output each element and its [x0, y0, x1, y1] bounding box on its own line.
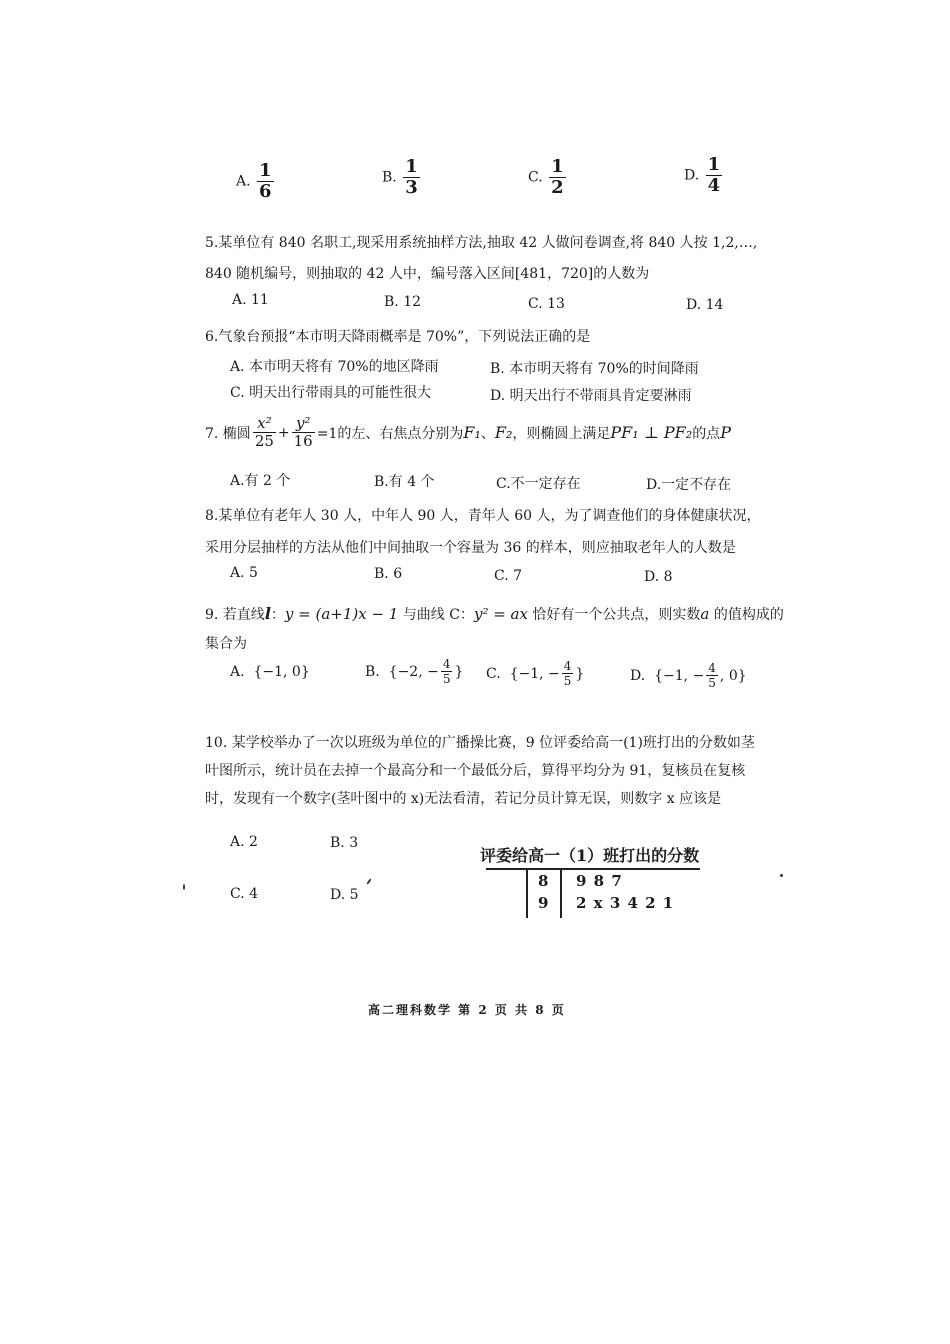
q10-stem-line2: 叶图所示，统计员在去掉一个最高分和一个最低分后，算得平均分为 91，复核员在复核 [205, 763, 746, 779]
q10-option-d: D. 5 [330, 887, 359, 903]
q8-option-c: C. 7 [494, 568, 523, 584]
q10-option-c: C. 4 [230, 886, 259, 902]
stem-leaf-title: 评委给高一（1）班打出的分数 [480, 846, 700, 865]
fraction: $\frac{\text{y²}}{16}$ [293, 414, 313, 450]
stem-8: 8 [538, 872, 549, 890]
scan-speck [183, 884, 185, 890]
q10-option-a: A. 2 [230, 834, 258, 850]
fraction: $\frac{4}{5}$ [442, 657, 451, 686]
q5-option-d: D. 14 [686, 297, 724, 313]
q6-option-d: D. 明天出行不带雨具肯定要淋雨 [490, 388, 692, 404]
q4-option-b: B. $\frac{1}{3}$ [382, 156, 418, 198]
q9-option-c: C. {−1, − $\frac{4}{5}$ } [486, 659, 585, 688]
q6-option-a: A. 本市明天将有 70%的地区降雨 [230, 359, 439, 375]
scan-speck [780, 874, 783, 877]
q8-option-a: A. 5 [230, 565, 258, 581]
stem-9: 9 [538, 894, 549, 912]
q8-option-b: B. 6 [374, 566, 403, 582]
fraction: $\frac{1}{6}$ [259, 160, 272, 202]
scan-speck [366, 878, 372, 885]
page-footer: 高二理科数学 第 2 页 共 8 页 [368, 1003, 566, 1017]
q4-option-c: C. $\frac{1}{2}$ [528, 156, 564, 198]
table-stem-divider [560, 868, 562, 918]
q7-option-d: D.一定不存在 [646, 477, 732, 493]
q4-option-a: A. $\frac{1}{6}$ [236, 160, 272, 202]
q7-option-c: C.不一定存在 [496, 476, 581, 492]
q8-stem-line2: 采用分层抽样的方法从他们中间抽取一个容量为 36 的样本，则应抽取老年人的人数是 [205, 540, 736, 556]
q8-option-d: D. 8 [644, 569, 673, 585]
q9-stem-line2: 集合为 [205, 636, 247, 652]
q6-option-b: B. 本市明天将有 70%的时间降雨 [490, 361, 699, 377]
q7-option-b: B.有 4 个 [374, 474, 435, 490]
fraction: $\frac{4}{5}$ [708, 661, 716, 690]
q9-option-b: B. {−2, − $\frac{4}{5}$ } [365, 657, 464, 686]
q9-option-a: A. {−1, 0} [230, 664, 310, 680]
q6-stem: 6.气象台预报“本市明天降雨概率是 70%”，下列说法正确的是 [205, 329, 591, 345]
q7-stem: 7. 椭圆 $\frac{\text{x²}}{25}$ + $\frac{\text{y²}}{16}$ =1的左、右焦点分别为 F₁ 、 F₂ ，则椭圆上满足 PF₁ ⊥ PF₂ 的点 P [205, 414, 731, 450]
q5-stem-line2: 840 随机编号，则抽取的 42 人中，编号落入区间[481，720]的人数为 [205, 266, 650, 282]
q5-option-a: A. 11 [232, 292, 269, 308]
q9-option-d: D. {−1, − $\frac{4}{5}$ , 0} [630, 661, 747, 690]
q9-stem-line1: 9. 若直线l：y = (a+1)x − 1 与曲线 C：y² = ax 恰好有一个公共点，则实数a 的值构成的 [205, 604, 784, 623]
leaves-row-9: 2 x 3 4 2 1 [576, 894, 675, 912]
q10-stem-line3: 时，发现有一个数字(茎叶图中的 x)无法看清，若记分员计算无误，则数字 x 应该是 [205, 791, 722, 807]
fraction: $\frac{\text{x²}}{25}$ [254, 414, 274, 450]
q5-option-c: C. 13 [528, 296, 565, 312]
q8-stem-line1: 8.某单位有老年人 30 人，中年人 90 人，青年人 60 人，为了调查他们的身体健康状况， [205, 508, 761, 524]
fraction: $\frac{4}{5}$ [563, 659, 572, 688]
fraction: $\frac{1}{2}$ [551, 156, 564, 198]
q10-stem-line1: 10. 某学校举办了一次以班级为单位的广播操比赛，9 位评委给高一(1)班打出的分数如茎 [205, 735, 755, 751]
q5-stem-line1: 5.某单位有 840 名职工,现采用系统抽样方法,抽取 42 人做问卷调查,将 840 人按 1,2,…, [205, 235, 758, 251]
table-top-rule [486, 868, 700, 870]
q5-option-b: B. 12 [384, 294, 422, 310]
q6-option-c: C. 明天出行带雨具的可能性很大 [230, 385, 432, 401]
q7-option-a: A.有 2 个 [230, 473, 291, 489]
q10-option-b: B. 3 [330, 835, 359, 851]
fraction: $\frac{1}{3}$ [405, 156, 418, 198]
leaves-row-8: 9 8 7 [576, 872, 623, 890]
table-left-divider [526, 868, 528, 918]
fraction: $\frac{1}{4}$ [707, 154, 721, 196]
q4-option-d: D. $\frac{1}{4}$ [684, 154, 721, 196]
